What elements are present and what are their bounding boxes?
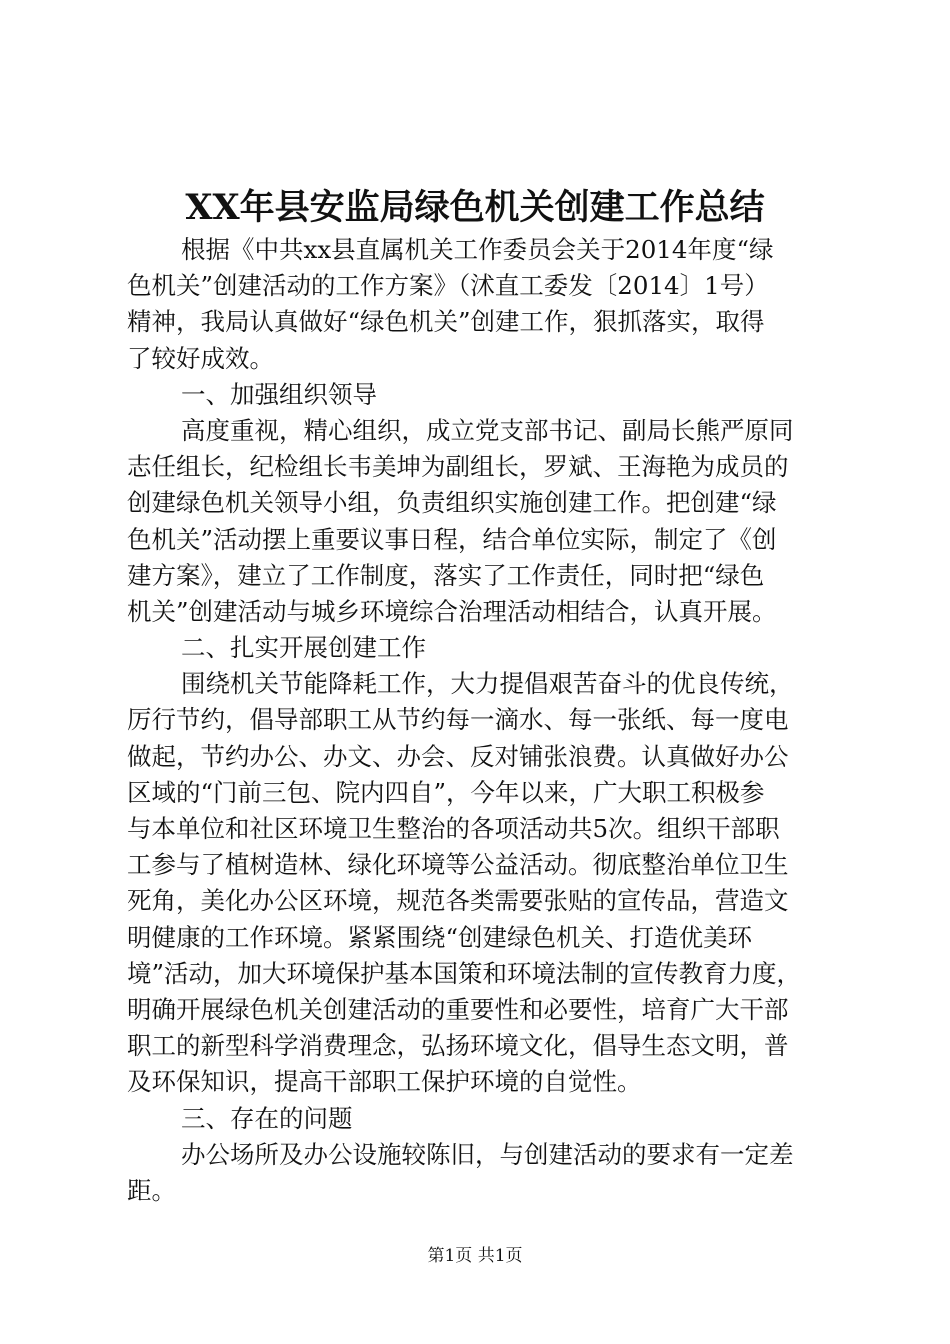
- paragraph-line: 距。: [127, 1175, 176, 1205]
- paragraph-line: 围绕机关节能降耗工作，大力提倡艰苦奋斗的优良传统，: [181, 669, 794, 699]
- paragraph-line: 根据《中共xx县直属机关工作委员会关于2014年度“绿: [181, 235, 774, 264]
- paragraph-line: 色机关”创建活动的工作方案》（沭直工委发〔2014〕1号）: [127, 271, 769, 301]
- paragraph-line: 做起，节约办公、办文、办会、反对铺张浪费。认真做好办公: [127, 741, 789, 771]
- paragraph-line: 及环保知识，提高干部职工保护环境的自觉性。: [127, 1067, 642, 1097]
- paragraph-line: 与本单位和社区环境卫生整治的各项活动共5次。组织干部职: [127, 814, 780, 843]
- paragraph-line: 创建绿色机关领导小组，负责组织实施创建工作。把创建“绿: [127, 488, 777, 518]
- paragraph-line: 办公场所及办公设施较陈旧，与创建活动的要求有一定差: [181, 1139, 794, 1169]
- paragraph-line: 色机关”活动摆上重要议事日程，结合单位实际，制定了《创: [127, 524, 777, 554]
- document-title: XX年县安监局绿色机关创建工作总结: [185, 187, 765, 228]
- paragraph-line: 职工的新型科学消费理念，弘扬环境文化，倡导生态文明，普: [127, 1031, 789, 1061]
- section-heading: 一、加强组织领导: [181, 379, 377, 409]
- paragraph-line: 死角，美化办公区环境，规范各类需要张贴的宣传品，营造文: [127, 886, 789, 916]
- paragraph-line: 境”活动，加大环境保护基本国策和环境法制的宣传教育力度，: [127, 958, 802, 988]
- paragraph-line: 志任组长，纪检组长韦美坤为副组长，罗斌、王海艳为成员的: [127, 452, 789, 482]
- paragraph-line: 高度重视，精心组织，成立党支部书记、副局长熊严原同: [181, 415, 794, 445]
- paragraph-line: 机关”创建活动与城乡环境综合治理活动相结合，认真开展。: [127, 596, 777, 626]
- document-body: [127, 232, 832, 1209]
- paragraph-line: 建方案》，建立了工作制度，落实了工作责任，同时把“绿色: [127, 560, 765, 590]
- page-footer: 第1页 共1页: [427, 1246, 523, 1266]
- paragraph-line: 区域的“门前三包、院内四自”，今年以来，广大职工积极参: [127, 777, 765, 807]
- paragraph-line: 工参与了植树造林、绿化环境等公益活动。彻底整治单位卫生: [127, 850, 789, 880]
- paragraph-line: 明健康的工作环境。紧紧围绕“创建绿色机关、打造优美环: [127, 922, 753, 952]
- paragraph-line: 了较好成效。: [127, 343, 274, 373]
- section-heading: 三、存在的问题: [181, 1103, 353, 1133]
- paragraph-line: 明确开展绿色机关创建活动的重要性和必要性，培育广大干部: [127, 994, 789, 1024]
- paragraph-line: 厉行节约，倡导部职工从节约每一滴水、每一张纸、每一度电: [127, 705, 789, 735]
- paragraph-line: 精神，我局认真做好“绿色机关”创建工作，狠抓落实，取得: [127, 307, 765, 337]
- section-heading: 二、扎实开展创建工作: [181, 633, 426, 663]
